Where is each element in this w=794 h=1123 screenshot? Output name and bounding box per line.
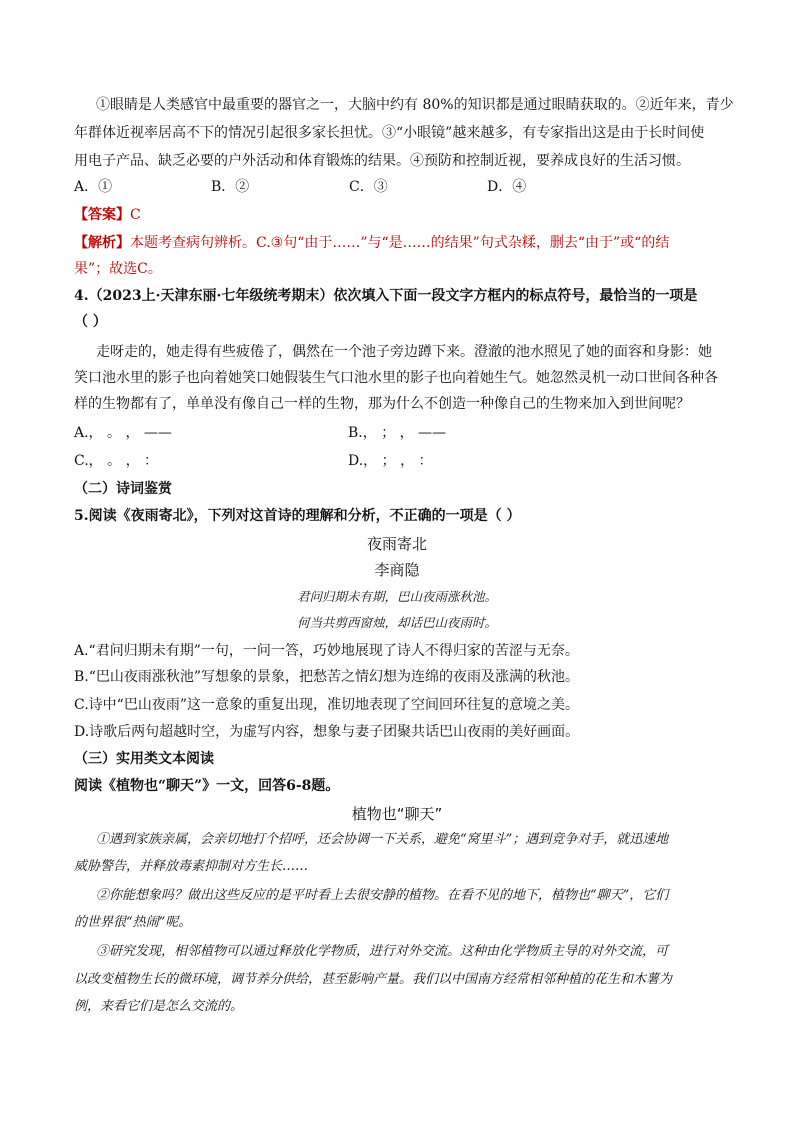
poem-line-1: 君问归期未有期，巴山夜雨涨秋池。 [296, 589, 497, 604]
poem-author: 李商隐 [374, 561, 420, 579]
q4-option-b[interactable]: B.， ； ， —— [348, 425, 447, 441]
q4-passage-line-1: 走呀走的，她走得有些疲倦了，偶然在一个池子旁边蹲下来。澄澈的池水照见了她的面容和身影：她 [96, 344, 712, 360]
q4-stem-line-1: 4.（2023上·天津东丽·七年级统考期末）依次填入下面一段文字方框内的标点符号，最恰当的一项是 [74, 288, 698, 304]
q3-option-b[interactable]: B．② [211, 179, 250, 195]
q3-passage-line-2: 年群体近视率居高不下的情况引起很多家长担忧。③“小眼镜”越来越多，有专家指出这是由于长时间使 [74, 125, 705, 141]
q4-stem-line-2: （ ） [74, 314, 107, 330]
article-paragraph-3-line-2: 以改变植物生长的微环境，调节养分供给，甚至影响产量。我们以中国南方经常相邻种植的花生和木薯为 [74, 972, 673, 987]
poem-title: 夜雨寄北 [366, 535, 427, 553]
q4-option-d[interactable]: D.， ； ， ： [348, 453, 433, 469]
q4-passage-line-2: 笑口池水里的影子也向着她笑口她假装生气口池水里的影子也向着她生气。她忽然灵机一动口世间各种各 [74, 370, 718, 386]
q3-option-c[interactable]: C．③ [349, 179, 388, 195]
article-paragraph-3-line-1: ③研究发现，相邻植物可以通过释放化学物质，进行对外交流。这种由化学物质主导的对外交流，可 [96, 944, 669, 959]
q3-option-d[interactable]: D．④ [487, 179, 527, 195]
section-heading-practical: （三）实用类文本阅读 [74, 751, 214, 767]
q3-passage-line-1: ①眼睛是人类感官中最重要的器官之一，大脑中约有 80%的知识都是通过眼睛获取的。②近年来，青少 [96, 97, 734, 113]
q3-passage-line-3: 用电子产品、缺乏必要的户外活动和体育锻炼的结果。④预防和控制近视，要养成良好的生活习惯。 [74, 153, 690, 169]
q4-option-a[interactable]: A.， 。 ， —— [74, 425, 172, 441]
q5-option-c[interactable]: C.诗中“巴山夜雨”这一意象的重复出现，准切地表现了空间回环往复的意境之美。 [74, 697, 579, 713]
section-heading-poetry: （二）诗词鉴赏 [74, 481, 172, 497]
q5-option-b[interactable]: B.“巴山夜雨涨秋池”写想象的景象，把愁苦之情幻想为连绵的夜雨及涨满的秋池。 [74, 669, 580, 685]
article-paragraph-3-line-3: 例，来看它们是怎么交流的。 [74, 999, 244, 1014]
answer-label: 【答案】 [74, 207, 130, 223]
q3-analysis-line-1 [74, 234, 669, 252]
q5-stem: 5.阅读《夜雨寄北》，下列对这首诗的理解和分析，不正确的一项是（ ） [74, 508, 521, 524]
article-paragraph-2-line-2: 的世界很“热闹”呢。 [74, 915, 192, 930]
q3-answer [74, 206, 141, 224]
answer-value: C [130, 207, 141, 223]
q5-option-a[interactable]: A.“君问归期未有期”一句，一问一答，巧妙地展现了诗人不得归家的苦涩与无奈。 [74, 643, 579, 659]
analysis-text-1: 本题考查病句辨析。C.③句“由于……”与“是……的结果”句式杂糅，删去“由于”或“的结 [130, 235, 670, 251]
poem-line-2: 何当共剪西窗烛，却话巴山夜雨时。 [296, 615, 497, 630]
analysis-label: 【解析】 [74, 235, 130, 251]
article-title: 植物也“聊天” [351, 805, 443, 823]
q5-option-d[interactable]: D.诗歌后两句超越时空，为虚写内容，想象与妻子团聚共话巴山夜雨的美好画面。 [74, 724, 580, 740]
q4-passage-line-3: 样的生物都有了，单单没有像自己一样的生物，那为什么不创造一种像自己的生物来加入到世间呢？ [74, 396, 690, 412]
q3-analysis-line-2: 果”；故选C。 [74, 261, 162, 277]
article-paragraph-2-line-1: ②你能想象吗？做出这些反应的是平时看上去很安静的植物。在看不见的地下，植物也“聊天”，它们 [96, 888, 669, 903]
q4-option-c[interactable]: C.， 。 ， ： [74, 453, 159, 469]
q6-intro: 阅读《植物也“聊天”》一文，回答6-8题。 [74, 778, 340, 794]
q3-option-a[interactable]: A．① [74, 179, 113, 195]
article-paragraph-1-line-2: 威胁警告，并释放毒素抑制对方生长…… [74, 859, 309, 874]
article-paragraph-1-line-1: ①遇到家族亲属，会亲切地打个招呼，还会协调一下关系，避免“窝里斗”；遇到竞争对手，就迅速地 [96, 832, 669, 847]
